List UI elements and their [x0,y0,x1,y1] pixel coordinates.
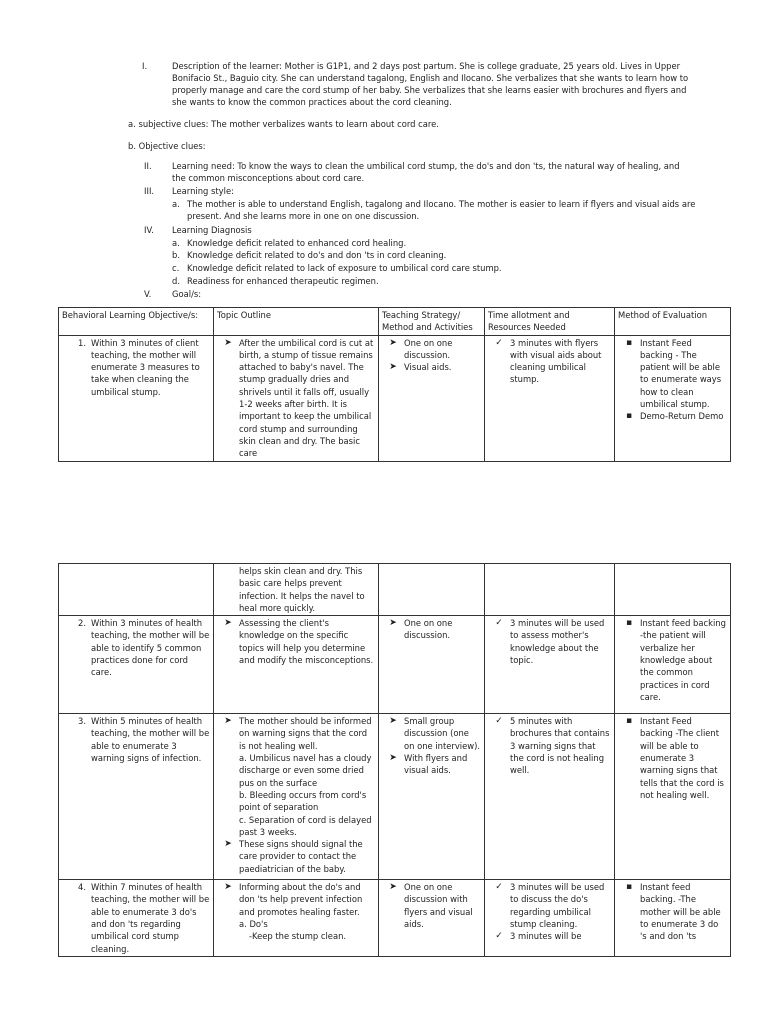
item-1-line-4: she wants to know the common practices about the cord cleaning. [172,97,452,107]
item-3-number: III. [144,186,155,196]
row-3-strategy-2: With flyers and visual aids. [404,753,468,776]
arrow-bullet-icon: ➤ [224,839,232,850]
arrow-bullet-icon: ➤ [224,618,232,629]
table-header-row [59,308,731,336]
diagnosis-a: Knowledge deficit related to enhanced cord healing. [187,238,407,248]
header-time: Time allotment and Resources Needed [485,308,615,336]
cont-topic-cell [214,564,379,616]
diagnosis-d-letter: d. [172,276,180,286]
square-bullet-icon: ▪ [625,337,633,348]
check-icon: ✓ [495,337,503,348]
arrow-bullet-icon: ➤ [224,882,232,893]
row-2-strategy: One on one discussion. [404,618,453,641]
row-4-strategy: One on one discussion with flyers and visual aids. [404,882,473,930]
square-bullet-icon: ▪ [625,716,633,727]
square-bullet-icon: ▪ [625,882,633,893]
arrow-bullet-icon: ➤ [389,882,397,893]
row-2-number: 2. [78,618,86,629]
square-bullet-icon: ▪ [625,411,633,422]
cont-objective-cell [59,564,214,616]
row-3-topic-a: a. Umbilicus navel has a cloudy discharge or even some dried pus on the surface [239,753,372,788]
item-3-sub-line-1: The mother is able to understand English, tagalong and Ilocano. The mother is easier to learn if flyers and visual aids are [187,199,696,209]
table-row [59,714,731,880]
item-2-line-2: the common misconceptions about cord care. [172,173,365,183]
row-3-time: 5 minutes with brochures that contains 3 warning signs that the cord is not healing well. [510,716,610,776]
cont-evaluation-cell [615,564,731,616]
table-row [59,564,731,616]
row-3-evaluation-cell [615,714,731,880]
item-3-label: Learning style: [172,186,234,196]
teaching-plan-table-1 [58,307,731,462]
check-icon: ✓ [495,618,503,629]
item-5-label: Goal/s: [172,289,202,299]
row-1-evaluation-cell [615,335,731,461]
item-4-number: IV. [144,225,154,235]
row-2-time-cell [485,616,615,714]
diagnosis-b: Knowledge deficit related to do's and don 'ts in cord cleaning. [187,250,447,260]
row-4-objective-cell [59,880,214,957]
row-4-strategy-cell [379,880,485,957]
objective-clues: b. Objective clues: [128,141,206,151]
row-4-time-2: 3 minutes will be [510,931,582,942]
row-2-objective: Within 3 minutes of health teaching, the mother will be able to identify 5 common practices done for cord care. [91,618,210,678]
header-topic: Topic Outline [214,308,379,336]
diagnosis-d: Readiness for enhanced therapeutic regimen. [187,276,379,286]
row-4-topic-a-head: a. Do's [239,919,268,930]
row-3-topic-intro: The mother should be informed on warning signs that the cord is not healing well. [239,716,372,751]
table-row [59,616,731,714]
diagnosis-c: Knowledge deficit related to lack of exposure to umbilical cord care stump. [187,263,502,273]
row-4-number: 4. [78,882,86,893]
arrow-bullet-icon: ➤ [224,337,232,348]
row-1-strategy-2: Visual aids. [404,362,452,373]
check-icon: ✓ [495,931,503,942]
row-1-evaluation-1: Instant Feed backing - The patient will be able to enumerate ways how to clean umbilical stump. [640,337,722,410]
row-4-objective: Within 7 minutes of health teaching, the mother will be able to enumerate 3 do's and don 'ts regarding umbilical cord stump cleaning. [91,882,210,954]
row-3-objective: Within 5 minutes of health teaching, the mother will be able to enumerate 3 warning signs of infection. [91,716,210,764]
row-1-objective-cell [59,335,214,461]
item-2-line-1: Learning need: To know the ways to clean the umbilical cord stump, the do's and don 'ts, the natural way of healing, and [172,161,680,171]
subjective-clues: a. subjective clues: The mother verbalizes wants to learn about cord care. [128,119,439,129]
diagnosis-b-letter: b. [172,250,180,260]
item-1-number: I. [142,61,148,71]
row-3-topic-end: These signs should signal the care provider to contact the paediatrician of the baby. [239,839,363,874]
row-3-number: 3. [78,716,86,727]
row-2-evaluation: Instant feed backing -the patient will verbalize her knowledge about the common practices in cord care. [640,618,726,702]
diagnosis-c-letter: c. [172,263,180,273]
row-3-topic-c: c. Separation of cord is delayed past 3 weeks. [239,814,372,837]
row-2-topic-cell [214,616,379,714]
row-4-topic-cell [214,880,379,957]
item-3-sub-letter: a. [172,199,180,209]
row-4-topic: Informing about the do's and don 'ts help prevent infection and promotes healing faster. [239,882,363,917]
row-1-time: 3 minutes with flyers with visual aids about cleaning umbilical stump. [510,337,602,385]
item-5-number: V. [144,289,152,299]
cont-time-cell [485,564,615,616]
item-4-label: Learning Diagnosis [172,225,252,235]
row-3-strategy-1: Small group discussion (one on one interview). [404,716,481,751]
check-icon: ✓ [495,882,503,893]
row-4-evaluation: Instant feed backing. -The mother will be able to enumerate 3 do 's and don 'ts [640,882,721,942]
row-4-topic-a-item: -Keep the stump clean. [249,931,347,942]
item-3-sub-line-2: present. And she learns more in one on one discussion. [187,211,420,221]
cont-topic: helps skin clean and dry. This basic care helps prevent infection. It helps the navel to heal more quickly. [239,566,365,613]
row-2-evaluation-cell [615,616,731,714]
row-4-evaluation-cell [615,880,731,957]
row-1-time-cell [485,335,615,461]
header-evaluation: Method of Evaluation [615,308,731,336]
row-1-topic-cell [214,335,379,461]
item-1-line-1: Description of the learner: Mother is G1P1, and 2 days post partum. She is college graduate, 25 years old. Lives in Upper [172,61,681,71]
row-3-topic-cell [214,714,379,880]
check-icon: ✓ [495,716,503,727]
teaching-plan-table-2 [58,563,731,957]
arrow-bullet-icon: ➤ [224,716,232,727]
item-2-number: II. [144,161,152,171]
item-1-line-3: properly manage and care the cord stump of her baby. She verbalizes that she learns easier with brochures and flyers and [172,85,687,95]
arrow-bullet-icon: ➤ [389,337,397,348]
row-2-time: 3 minutes will be used to assess mother's knowledge about the topic. [510,618,605,666]
row-1-objective: Within 3 minutes of client teaching, the mother will enumerate 3 measures to take when cleaning the umbilical stump. [91,337,200,397]
row-3-strategy-cell [379,714,485,880]
row-3-evaluation: Instant Feed backing -The client will be able to enumerate 3 warning signs that tells that the cord is not healing well. [640,716,724,800]
square-bullet-icon: ▪ [625,618,633,629]
row-2-topic: Assessing the client's knowledge on the specific topics will help you determine and modify the misconceptions. [239,618,374,666]
row-1-number: 1. [78,337,86,348]
header-strategy: Teaching Strategy/ Method and Activities [379,308,485,336]
table-row [59,335,731,461]
row-1-strategy-1: One on one discussion. [404,337,453,360]
row-3-topic-b: b. Bleeding occurs from cord's point of separation [239,789,367,813]
header-objective: Behavioral Learning Objective/s: [59,308,214,336]
row-1-evaluation-2: Demo-Return Demo [640,411,724,422]
row-3-time-cell [485,714,615,880]
row-1-strategy-cell [379,335,485,461]
arrow-bullet-icon: ➤ [389,716,397,727]
row-4-time-cell [485,880,615,957]
diagnosis-a-letter: a. [172,238,180,248]
row-3-objective-cell [59,714,214,880]
cont-strategy-cell [379,564,485,616]
arrow-bullet-icon: ➤ [389,753,397,764]
row-2-objective-cell [59,616,214,714]
row-2-strategy-cell [379,616,485,714]
row-4-time-1: 3 minutes will be used to discuss the do's regarding umbilical stump cleaning. [510,882,605,930]
row-1-topic: After the umbilical cord is cut at birth, a stump of tissue remains attached to baby's navel. The stump gradually dries and shrivels until it falls off, usually 1-2 weeks after birth. It is important to keep the umbilical cord stump and surrounding skin clean and dry. The basic care [239,337,374,459]
table-row [59,880,731,957]
item-1-line-2: Bonifacio St., Baguio city. She can understand tagalong, English and Ilocano. She verbalizes that she wants to learn how to [172,73,689,83]
arrow-bullet-icon: ➤ [389,618,397,629]
arrow-bullet-icon: ➤ [389,362,397,373]
